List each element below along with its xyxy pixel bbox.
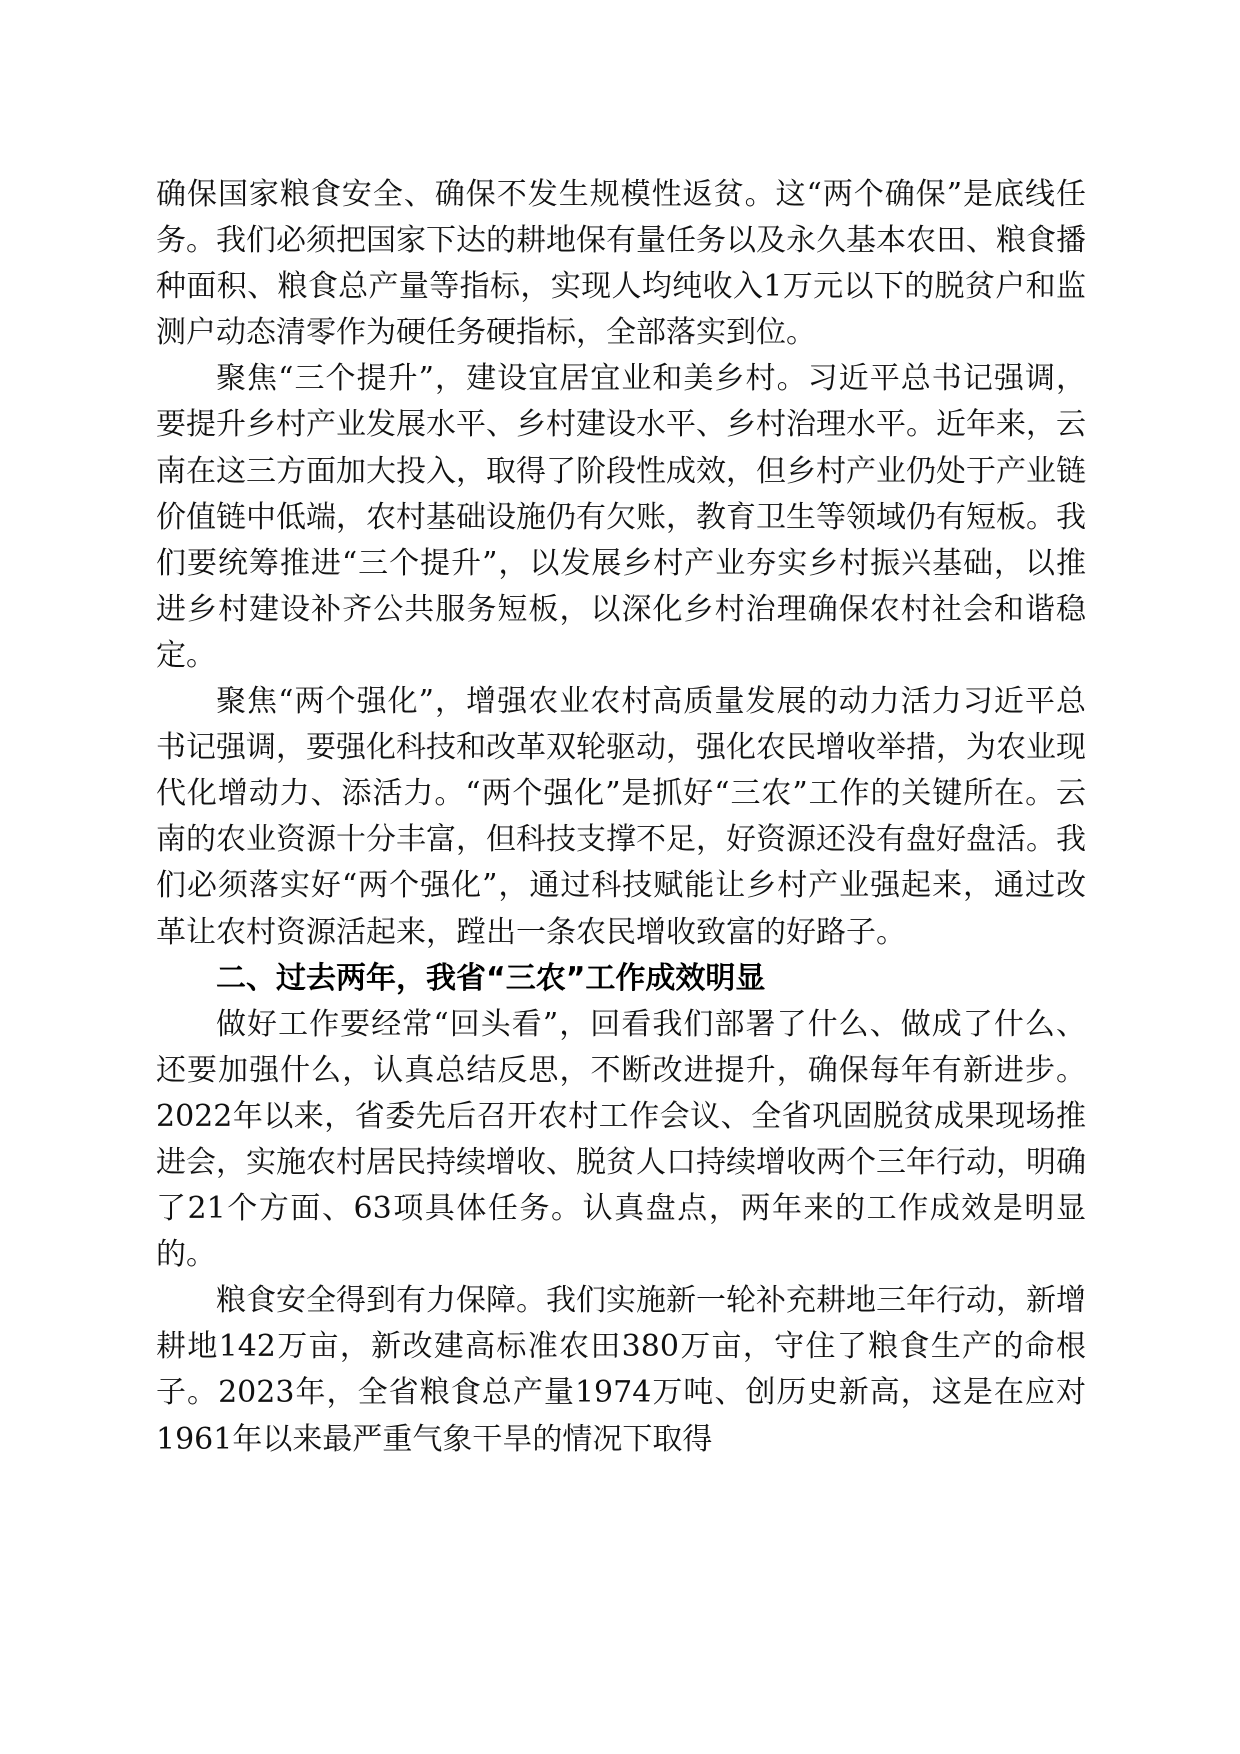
paragraph-two-strengthenings: 聚焦“两个强化”，增强农业农村高质量发展的动力活力习近平总书记强调，要强化科技和改革双轮驱动，强化农民增收举措，为农业现代化增动力、添活力。“两个强化”是抓好“三农”工作的关键所在。云南的农业资源十分丰富，但科技支撑不足，好资源还没有盘好盘活。我们必须落实好“两个强化”，通过科技赋能让乡村产业强起来，通过改革让农村资源活起来，蹚出一条农民增收致富的好路子。: [156, 684, 1086, 950]
paragraph-review: 做好工作要经常“回头看”，回看我们部署了什么、做成了什么、还要加强什么，认真总结反思，不断改进提升，确保每年有新进步。2022年以来，省委先后召开农村工作会议、全省巩固脱贫成果现场推进会，实施农村居民持续增收、脱贫人口持续增收两个三年行动，明确了21个方面、63项具体任务。认真盘点，两年来的工作成效是明显的。: [156, 1006, 1086, 1273]
paragraph-food-security: 粮食安全得到有力保障。我们实施新一轮补充耕地三年行动，新增耕地142万亩，新改建高标准农田380万亩，守住了粮食生产的命根子。2023年，全省粮食总产量1974万吨、创历史新高，这是在应对1961年以来最严重气象干旱的情况下取得: [156, 1283, 1086, 1457]
paragraph-two-ensures: 确保国家粮食安全、确保不发生规模性返贫。这“两个确保”是底线任务。我们必须把国家下达的耕地保有量任务以及永久基本农田、粮食播种面积、粮食总产量等指标，实现人均纯收入1万元以下的脱贫户和监测户动态清零作为硬任务硬指标，全部落实到位。: [156, 177, 1086, 351]
section-heading: 二、过去两年，我省“三农”工作成效明显: [216, 960, 766, 996]
paragraph-three-improvements: 聚焦“三个提升”，建设宜居宜业和美乡村。习近平总书记强调，要提升乡村产业发展水平、乡村建设水平、乡村治理水平。近年来，云南在这三方面加大投入，取得了阶段性成效，但乡村产业仍处于产业链价值链中低端，农村基础设施仍有欠账，教育卫生等领域仍有短板。我们要统筹推进“三个提升”，以发展乡村产业夯实乡村振兴基础，以推进乡村建设补齐公共服务短板，以深化乡村治理确保农村社会和谐稳定。: [156, 361, 1086, 673]
document-page: [156, 172, 1086, 1463]
